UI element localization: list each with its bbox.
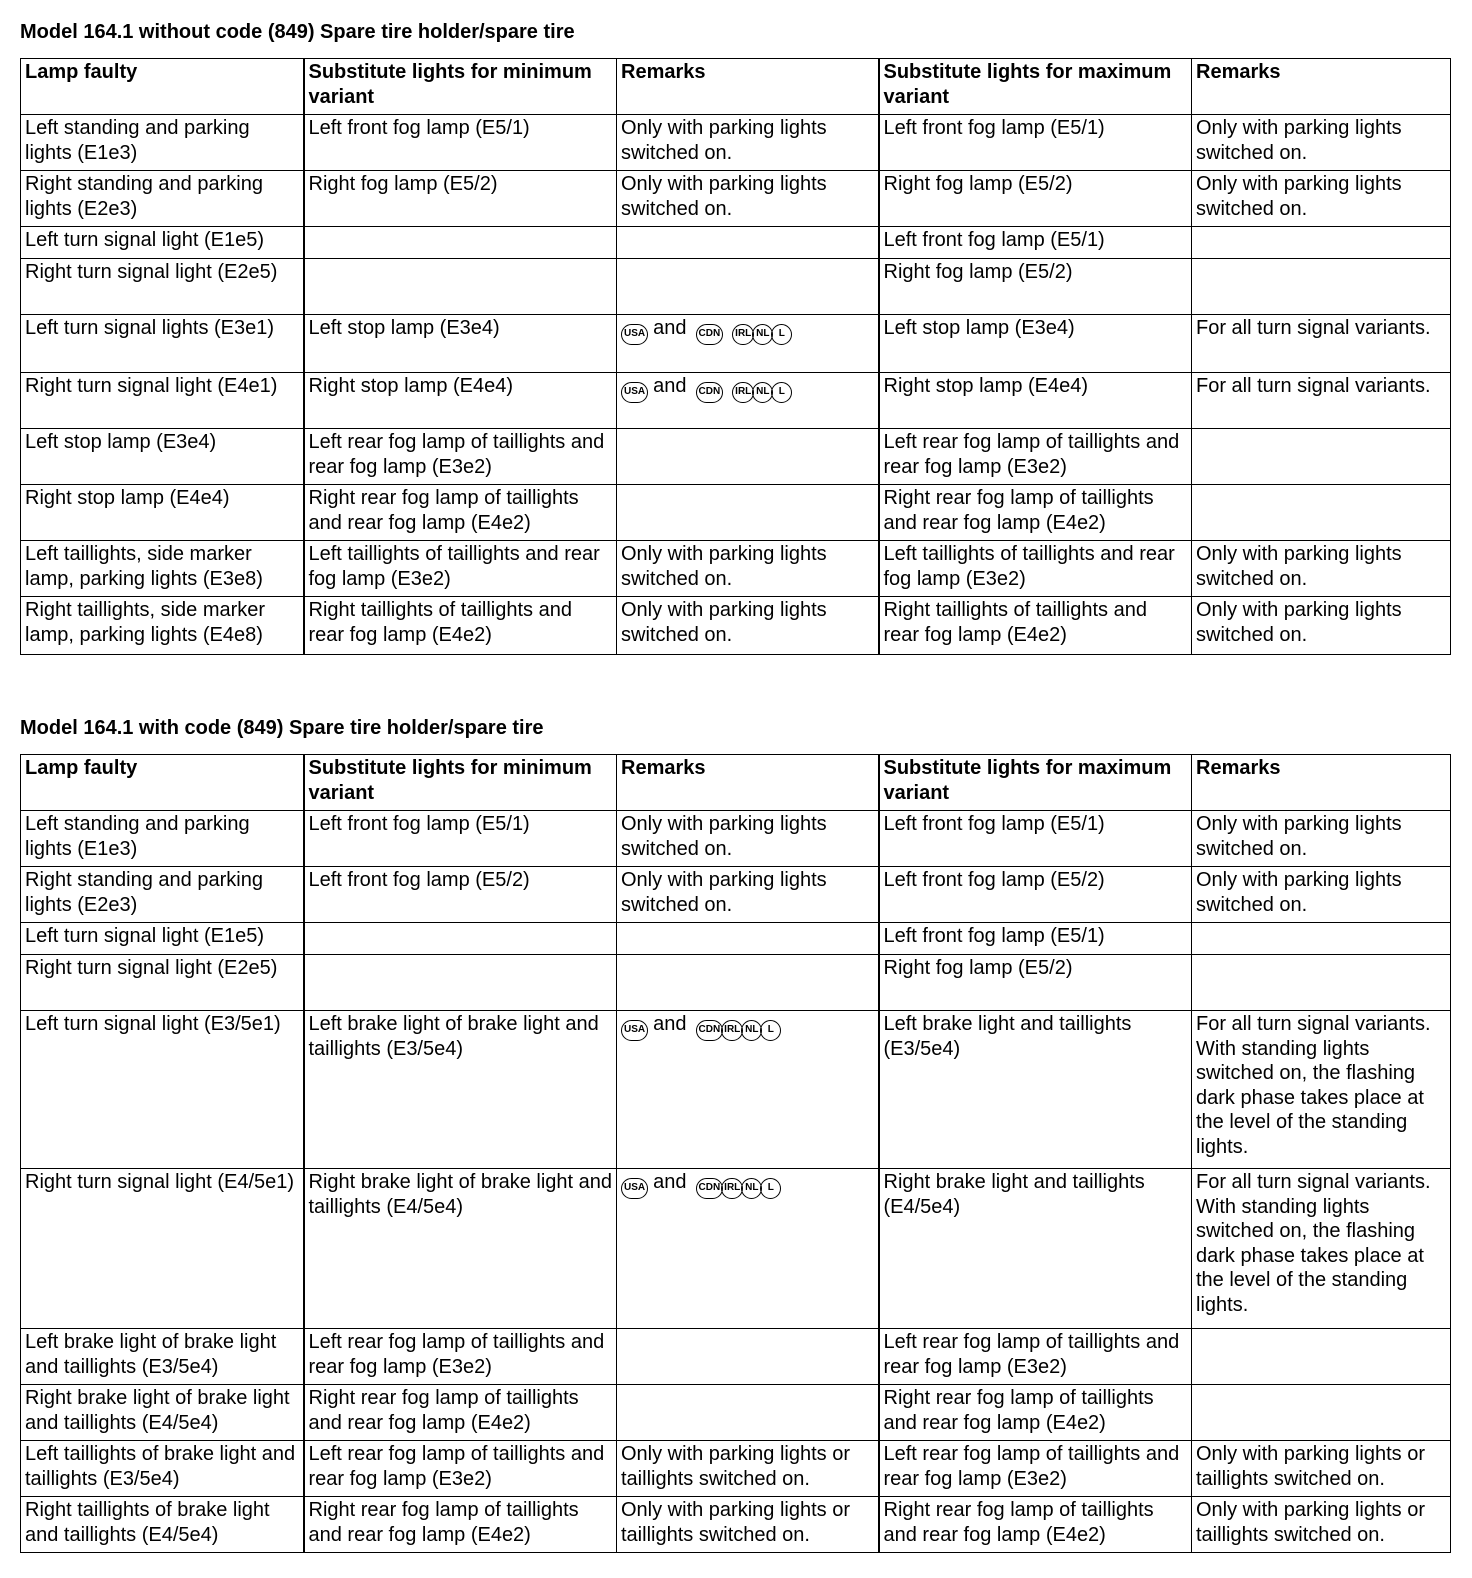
header-substitute-minimum: Substitute lights for minimum variant <box>304 59 617 115</box>
cell-remarks-minimum <box>617 1169 879 1329</box>
table-header-row <box>21 59 1451 115</box>
cell-substitute-maximum: Left front fog lamp (E5/1) <box>879 923 1192 955</box>
cell-remarks-maximum: Only with parking lights switched on. <box>1192 541 1451 597</box>
country-code-badge: IRL <box>732 382 754 403</box>
cell-remarks-maximum: For all turn signal variants. <box>1192 315 1451 373</box>
cell-remarks-maximum <box>1192 1385 1451 1441</box>
cell-substitute-maximum: Left taillights of taillights and rear fog lamp (E3e2) <box>879 541 1192 597</box>
cell-lamp-faulty: Left turn signal light (E3/5e1) <box>21 1011 304 1169</box>
cell-lamp-faulty: Left turn signal light (E1e5) <box>21 227 304 259</box>
cell-substitute-maximum: Right brake light and taillights (E4/5e4) <box>879 1169 1192 1329</box>
cell-substitute-minimum: Left taillights of taillights and rear fog lamp (E3e2) <box>304 541 617 597</box>
country-code-badge: IRL <box>721 1020 743 1041</box>
header-substitute-maximum: Substitute lights for maximum variant <box>879 755 1192 811</box>
cell-remarks-minimum <box>617 955 879 1011</box>
table-row <box>21 811 1451 867</box>
cell-substitute-minimum: Left rear fog lamp of taillights and rear fog lamp (E3e2) <box>304 1329 617 1385</box>
cell-substitute-minimum: Left rear fog lamp of taillights and rear fog lamp (E3e2) <box>304 429 617 485</box>
table-row <box>21 1329 1451 1385</box>
cell-remarks-minimum <box>617 227 879 259</box>
table-row <box>21 115 1451 171</box>
cell-remarks-maximum <box>1192 485 1451 541</box>
cell-remarks-minimum <box>617 1329 879 1385</box>
table-row <box>21 1011 1451 1169</box>
table-row <box>21 373 1451 429</box>
table-row <box>21 923 1451 955</box>
cell-substitute-minimum <box>304 259 617 315</box>
cell-remarks-minimum <box>617 429 879 485</box>
cell-remarks-minimum: Only with parking lights or taillights switched on. <box>617 1441 879 1497</box>
country-code-badge: IRL <box>732 324 754 345</box>
cell-remarks-maximum: For all turn signal variants. <box>1192 373 1451 429</box>
cell-substitute-maximum: Left front fog lamp (E5/1) <box>879 227 1192 259</box>
cell-remarks-maximum: For all turn signal variants. With standing lights switched on, the flashing dark phase takes place at the level of the standing lights. <box>1192 1011 1451 1169</box>
cell-remarks-maximum <box>1192 1329 1451 1385</box>
header-substitute-maximum: Substitute lights for maximum variant <box>879 59 1192 115</box>
cell-substitute-maximum: Right fog lamp (E5/2) <box>879 171 1192 227</box>
table-header-row <box>21 755 1451 811</box>
cell-substitute-maximum: Right rear fog lamp of taillights and rear fog lamp (E4e2) <box>879 485 1192 541</box>
cell-remarks-minimum: Only with parking lights switched on. <box>617 541 879 597</box>
cell-remarks-minimum: Only with parking lights switched on. <box>617 597 879 655</box>
cell-substitute-minimum: Right fog lamp (E5/2) <box>304 171 617 227</box>
cell-lamp-faulty: Left taillights of brake light and taillights (E3/5e4) <box>21 1441 304 1497</box>
country-code-badge: NL <box>752 324 773 345</box>
cell-substitute-minimum: Right stop lamp (E4e4) <box>304 373 617 429</box>
cell-lamp-faulty: Left standing and parking lights (E1e3) <box>21 811 304 867</box>
country-conjunction: and <box>653 317 687 339</box>
cell-substitute-maximum: Right stop lamp (E4e4) <box>879 373 1192 429</box>
cell-lamp-faulty: Left stop lamp (E3e4) <box>21 429 304 485</box>
header-remarks-minimum: Remarks <box>617 59 879 115</box>
section2-title: Model 164.1 with code (849) Spare tire holder/spare tire <box>20 717 544 739</box>
table-row <box>21 541 1451 597</box>
cell-lamp-faulty: Right taillights of brake light and taillights (E4/5e4) <box>21 1497 304 1553</box>
cell-substitute-maximum: Left front fog lamp (E5/1) <box>879 811 1192 867</box>
cell-remarks-minimum: Only with parking lights switched on. <box>617 171 879 227</box>
country-code-badge: USA <box>621 324 648 345</box>
country-code-badge: CDN <box>696 1020 724 1041</box>
country-code-badge: CDN <box>696 1178 724 1199</box>
country-conjunction: and <box>653 1171 687 1193</box>
cell-remarks-minimum <box>617 485 879 541</box>
cell-substitute-minimum: Left stop lamp (E3e4) <box>304 315 617 373</box>
cell-substitute-maximum: Right fog lamp (E5/2) <box>879 259 1192 315</box>
country-conjunction: and <box>653 375 687 397</box>
cell-substitute-maximum: Left stop lamp (E3e4) <box>879 315 1192 373</box>
cell-remarks-minimum: Only with parking lights or taillights switched on. <box>617 1497 879 1553</box>
header-substitute-minimum: Substitute lights for minimum variant <box>304 755 617 811</box>
cell-remarks-minimum: Only with parking lights switched on. <box>617 115 879 171</box>
table-row <box>21 485 1451 541</box>
table-row <box>21 429 1451 485</box>
cell-remarks-minimum <box>617 1385 879 1441</box>
cell-substitute-minimum: Right rear fog lamp of taillights and rear fog lamp (E4e2) <box>304 1497 617 1553</box>
cell-lamp-faulty: Right turn signal light (E2e5) <box>21 259 304 315</box>
cell-substitute-minimum: Right brake light of brake light and taillights (E4/5e4) <box>304 1169 617 1329</box>
cell-substitute-minimum: Right taillights of taillights and rear fog lamp (E4e2) <box>304 597 617 655</box>
header-remarks-maximum: Remarks <box>1192 59 1451 115</box>
country-code-badge: CDN <box>696 382 724 403</box>
cell-substitute-maximum: Left rear fog lamp of taillights and rear fog lamp (E3e2) <box>879 1329 1192 1385</box>
cell-lamp-faulty: Left taillights, side marker lamp, parking lights (E3e8) <box>21 541 304 597</box>
substitute-lights-table-with-code-849 <box>20 754 1451 1553</box>
cell-substitute-maximum: Right taillights of taillights and rear fog lamp (E4e2) <box>879 597 1192 655</box>
cell-substitute-maximum: Left rear fog lamp of taillights and rear fog lamp (E3e2) <box>879 1441 1192 1497</box>
cell-substitute-minimum <box>304 227 617 259</box>
table-row <box>21 259 1451 315</box>
cell-remarks-maximum <box>1192 227 1451 259</box>
cell-remarks-maximum: Only with parking lights switched on. <box>1192 867 1451 923</box>
cell-lamp-faulty: Left brake light of brake light and taillights (E3/5e4) <box>21 1329 304 1385</box>
cell-remarks-maximum: Only with parking lights or taillights switched on. <box>1192 1441 1451 1497</box>
cell-lamp-faulty: Right brake light of brake light and taillights (E4/5e4) <box>21 1385 304 1441</box>
country-code-badge: L <box>771 382 792 403</box>
country-conjunction: and <box>653 1013 687 1035</box>
country-code-badge: CDN <box>696 324 724 345</box>
country-code-badge: NL <box>752 382 773 403</box>
cell-remarks-maximum <box>1192 955 1451 1011</box>
cell-substitute-minimum: Left brake light of brake light and taillights (E3/5e4) <box>304 1011 617 1169</box>
header-lamp-faulty: Lamp faulty <box>21 59 304 115</box>
table-row <box>21 597 1451 655</box>
country-code-badge: NL <box>741 1178 762 1199</box>
table-row <box>21 1497 1451 1553</box>
cell-substitute-maximum: Right rear fog lamp of taillights and rear fog lamp (E4e2) <box>879 1385 1192 1441</box>
cell-remarks-maximum <box>1192 429 1451 485</box>
cell-substitute-minimum: Right rear fog lamp of taillights and rear fog lamp (E4e2) <box>304 1385 617 1441</box>
cell-remarks-minimum: Only with parking lights switched on. <box>617 867 879 923</box>
cell-substitute-maximum: Right fog lamp (E5/2) <box>879 955 1192 1011</box>
cell-lamp-faulty: Left standing and parking lights (E1e3) <box>21 115 304 171</box>
header-lamp-faulty: Lamp faulty <box>21 755 304 811</box>
cell-substitute-minimum: Left front fog lamp (E5/2) <box>304 867 617 923</box>
cell-lamp-faulty: Left turn signal lights (E3e1) <box>21 315 304 373</box>
table-row <box>21 1169 1451 1329</box>
country-code-badge: L <box>760 1178 781 1199</box>
cell-lamp-faulty: Right taillights, side marker lamp, parking lights (E4e8) <box>21 597 304 655</box>
country-code-badge: IRL <box>721 1178 743 1199</box>
header-remarks-maximum: Remarks <box>1192 755 1451 811</box>
cell-remarks-minimum <box>617 259 879 315</box>
cell-lamp-faulty: Right standing and parking lights (E2e3) <box>21 171 304 227</box>
cell-remarks-maximum: Only with parking lights switched on. <box>1192 811 1451 867</box>
cell-substitute-maximum: Left front fog lamp (E5/2) <box>879 867 1192 923</box>
country-code-badge: USA <box>621 1020 648 1041</box>
country-code-badge: L <box>771 324 792 345</box>
cell-remarks-maximum <box>1192 923 1451 955</box>
country-code-badge: USA <box>621 382 648 403</box>
cell-remarks-minimum <box>617 315 879 373</box>
table-row <box>21 1441 1451 1497</box>
cell-lamp-faulty: Right standing and parking lights (E2e3) <box>21 867 304 923</box>
cell-substitute-minimum <box>304 923 617 955</box>
cell-remarks-maximum: Only with parking lights switched on. <box>1192 171 1451 227</box>
cell-lamp-faulty: Right turn signal light (E4/5e1) <box>21 1169 304 1329</box>
country-code-badge: NL <box>741 1020 762 1041</box>
country-code-badge: USA <box>621 1178 648 1199</box>
cell-substitute-minimum <box>304 955 617 1011</box>
header-remarks-minimum: Remarks <box>617 755 879 811</box>
table-row <box>21 315 1451 373</box>
cell-substitute-minimum: Left front fog lamp (E5/1) <box>304 115 617 171</box>
cell-remarks-maximum: Only with parking lights or taillights switched on. <box>1192 1497 1451 1553</box>
table-row <box>21 227 1451 259</box>
cell-lamp-faulty: Left turn signal light (E1e5) <box>21 923 304 955</box>
table-row <box>21 171 1451 227</box>
cell-remarks-minimum: Only with parking lights switched on. <box>617 811 879 867</box>
cell-remarks-maximum: Only with parking lights switched on. <box>1192 115 1451 171</box>
cell-remarks-minimum <box>617 373 879 429</box>
cell-substitute-maximum: Left front fog lamp (E5/1) <box>879 115 1192 171</box>
cell-remarks-maximum: Only with parking lights switched on. <box>1192 597 1451 655</box>
country-code-badge: L <box>760 1020 781 1041</box>
cell-remarks-minimum <box>617 923 879 955</box>
table-row <box>21 1385 1451 1441</box>
cell-remarks-maximum <box>1192 259 1451 315</box>
substitute-lights-table-without-code-849 <box>20 58 1451 655</box>
cell-substitute-minimum: Left rear fog lamp of taillights and rear fog lamp (E3e2) <box>304 1441 617 1497</box>
cell-substitute-maximum: Left brake light and taillights (E3/5e4) <box>879 1011 1192 1169</box>
table-row <box>21 867 1451 923</box>
section1-title: Model 164.1 without code (849) Spare tire holder/spare tire <box>20 21 575 43</box>
cell-remarks-minimum <box>617 1011 879 1169</box>
cell-substitute-maximum: Right rear fog lamp of taillights and rear fog lamp (E4e2) <box>879 1497 1192 1553</box>
cell-lamp-faulty: Right stop lamp (E4e4) <box>21 485 304 541</box>
cell-lamp-faulty: Right turn signal light (E2e5) <box>21 955 304 1011</box>
cell-substitute-minimum: Right rear fog lamp of taillights and rear fog lamp (E4e2) <box>304 485 617 541</box>
cell-remarks-maximum: For all turn signal variants. With standing lights switched on, the flashing dark phase takes place at the level of the standing lights. <box>1192 1169 1451 1329</box>
cell-substitute-minimum: Left front fog lamp (E5/1) <box>304 811 617 867</box>
cell-substitute-maximum: Left rear fog lamp of taillights and rear fog lamp (E3e2) <box>879 429 1192 485</box>
table-row <box>21 955 1451 1011</box>
cell-lamp-faulty: Right turn signal light (E4e1) <box>21 373 304 429</box>
